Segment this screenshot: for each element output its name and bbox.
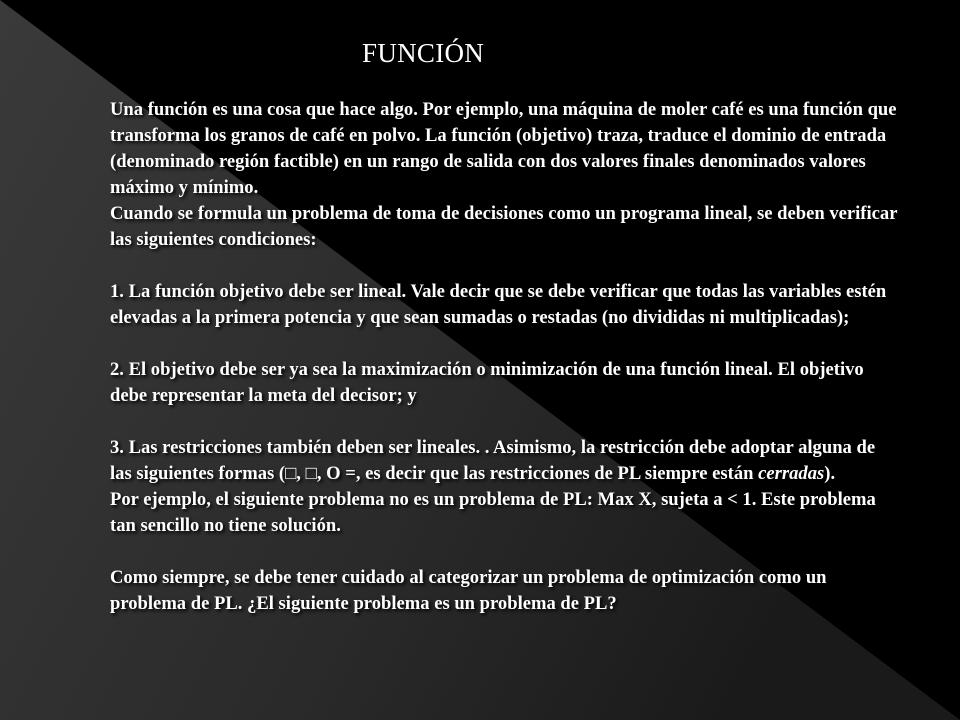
spacer (110, 331, 900, 357)
spacer (110, 253, 900, 279)
closing-paragraph: Como siempre, se debe tener cuidado al categorizar un problema de optimización como un problema de PL. ¿El siguiente problema es un problema de PL? (110, 567, 827, 614)
intro-paragraph: Una función es una cosa que hace algo. Por ejemplo, una máquina de moler café es una función que transforma los granos de café en polvo. La función (objetivo) traza, traduce el dominio de entrada (denominado región factible) en un rango de salida con dos valores finales denominados valores máximo y mínimo. (110, 99, 897, 198)
condition-3-italic: cerradas (758, 463, 825, 484)
condition-3 (110, 435, 900, 487)
conditions-intro-paragraph: Cuando se formula un problema de toma de decisiones como un programa lineal, se deben verificar las siguientes condiciones: (110, 203, 898, 250)
condition-3-text: 3. Las restricciones también deben ser lineales. . Asimismo, la restricción debe adoptar alguna de las siguientes formas (□, □, O =, es decir que las restricciones de PL siempre están (110, 437, 876, 484)
spacer (110, 409, 900, 435)
condition-2: 2. El objetivo debe ser ya sea la maximización o minimización de una función lineal. El objetivo debe representar la meta del decisor; y (110, 359, 864, 406)
condition-3-end: ). (824, 463, 836, 484)
example-paragraph: Por ejemplo, el siguiente problema no es un problema de PL: Max X, sujeta a < 1. Este problema tan sencillo no tiene solución. (110, 489, 876, 536)
condition-1: 1. La función objetivo debe ser lineal. Vale decir que se debe verificar que todas las variables estén elevadas a la primera potencia y que sean sumadas o restadas (no divididas ni multiplicadas); (110, 281, 887, 328)
spacer (110, 539, 900, 565)
slide-title: FUNCIÓN (362, 38, 485, 68)
slide-body (110, 97, 900, 617)
